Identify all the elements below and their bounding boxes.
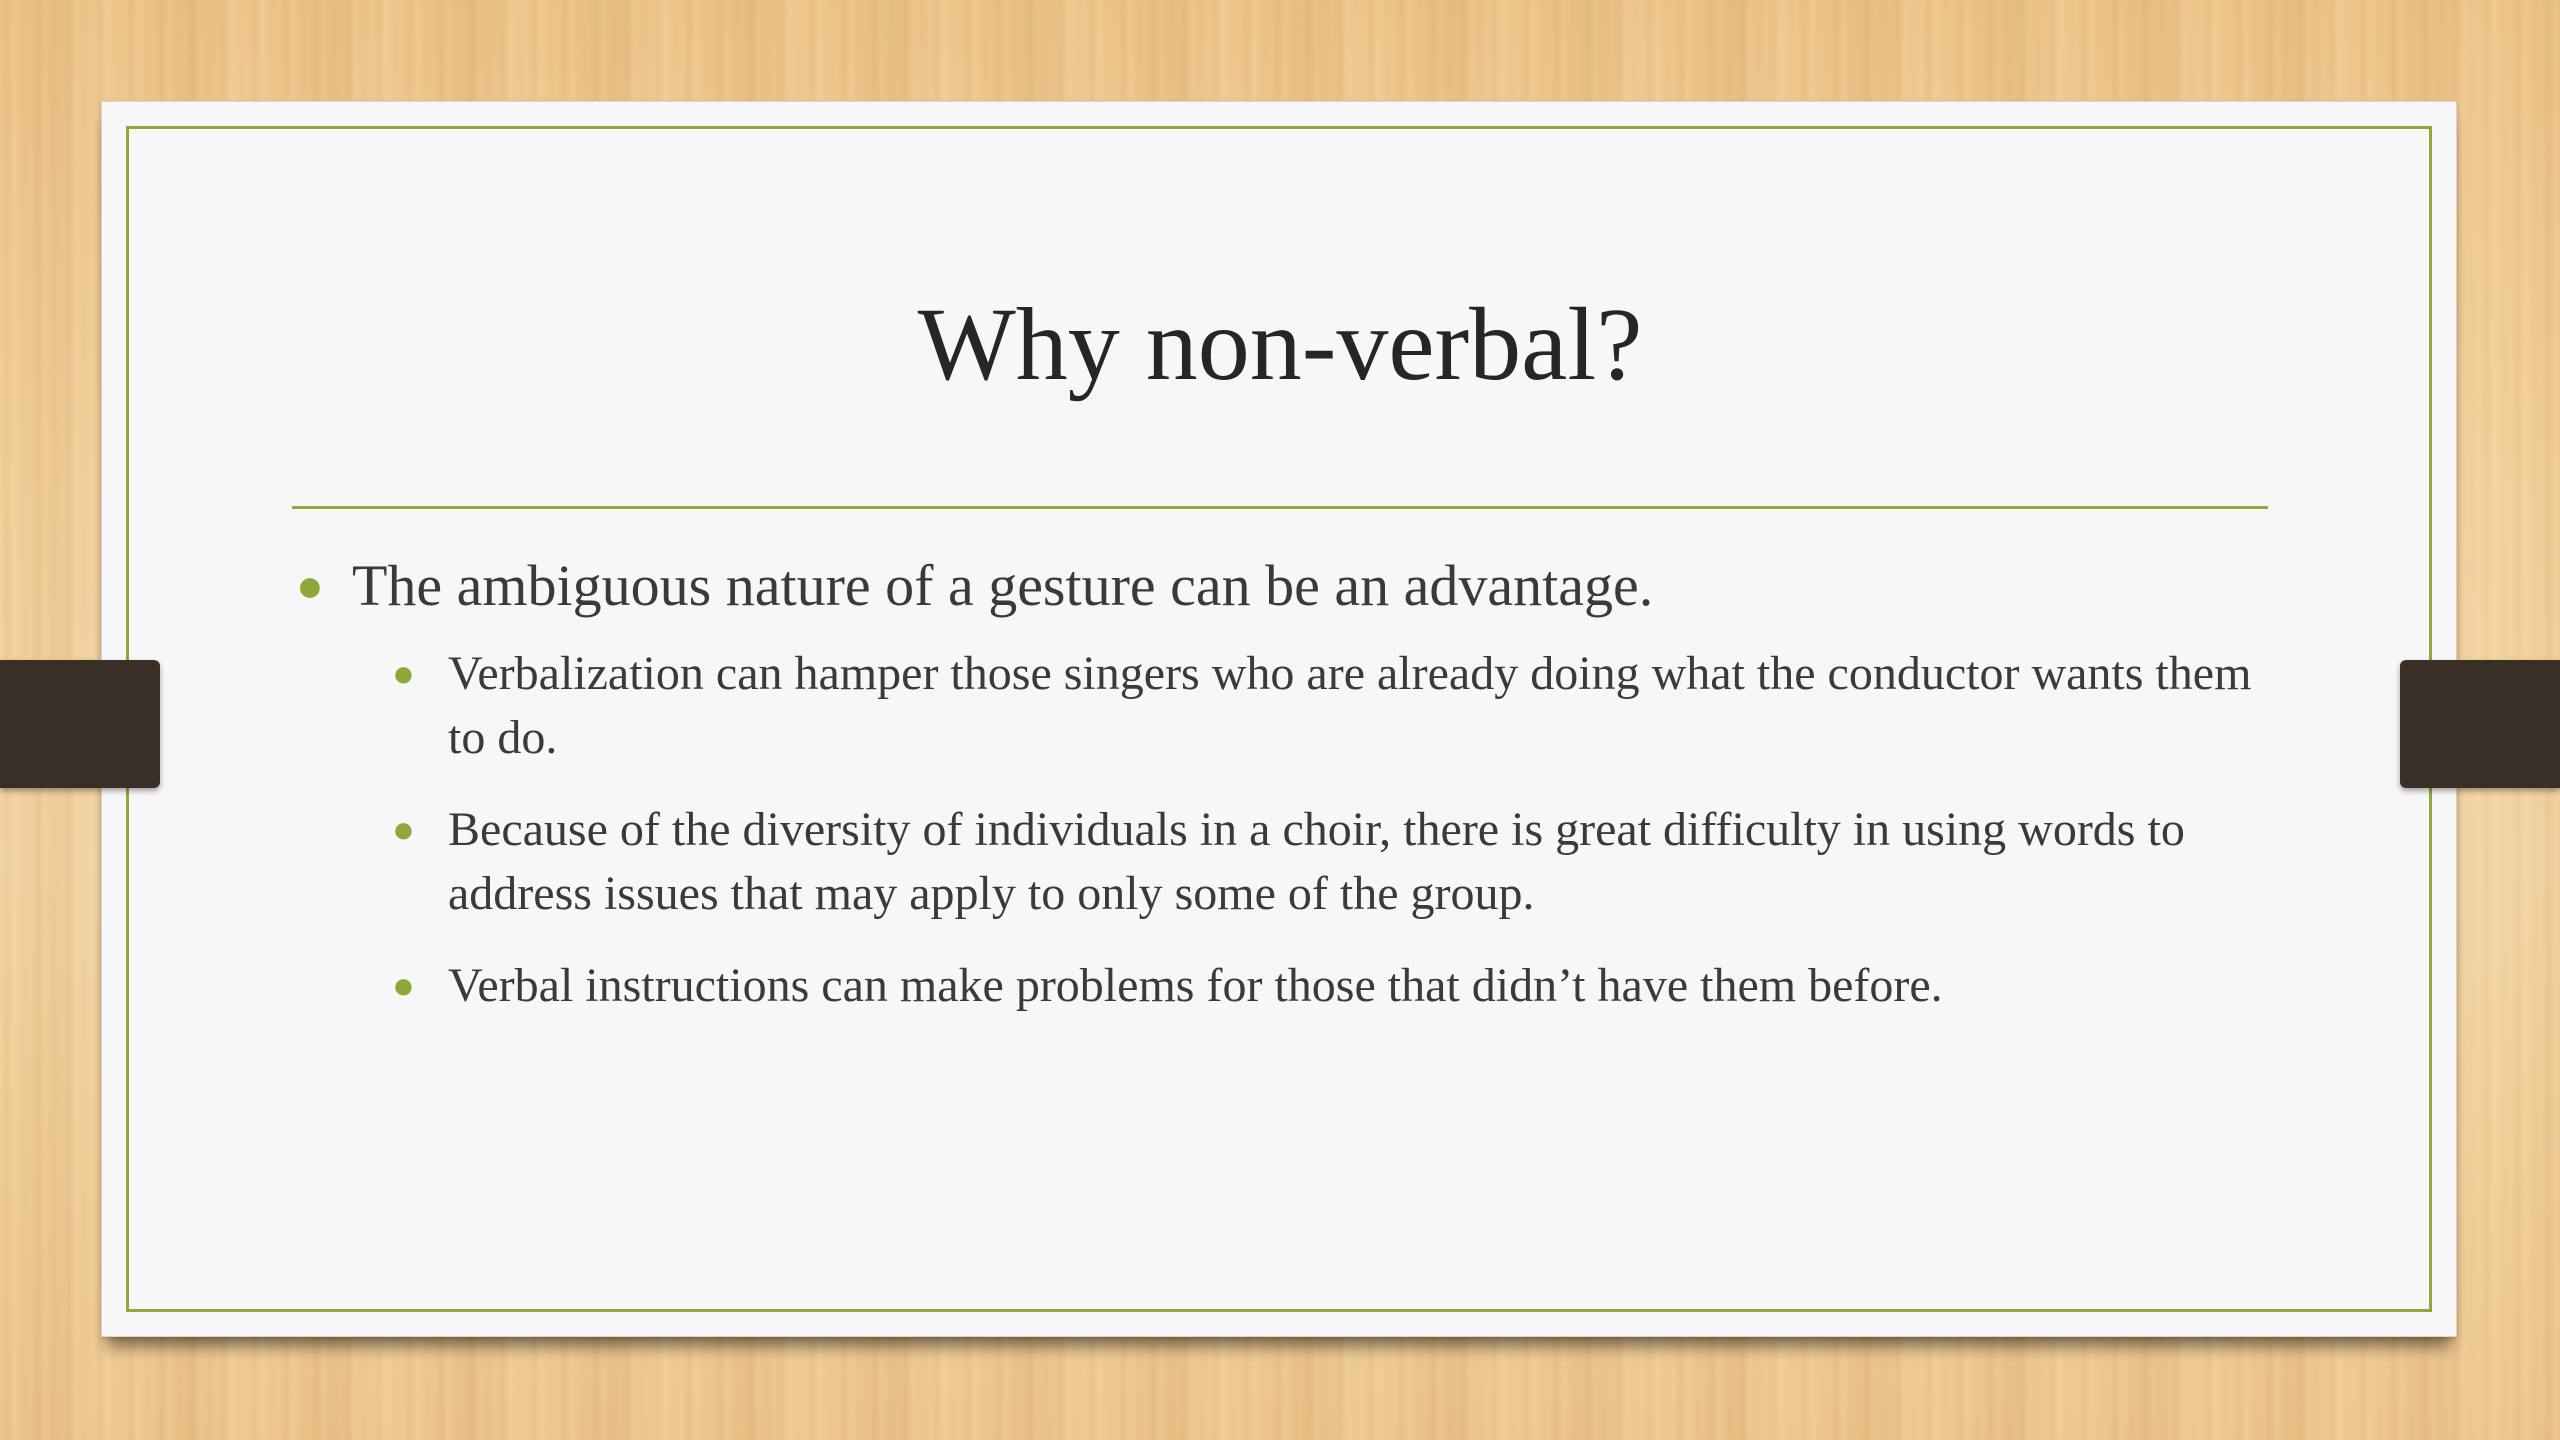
bullet-dot-icon: ●: [296, 560, 324, 611]
sub-bullet-item: [388, 954, 2282, 1018]
bullet-list: [292, 548, 2282, 1046]
title-divider: [292, 506, 2268, 509]
bullet-dot-icon: ●: [392, 965, 415, 1007]
right-tab: [2400, 660, 2560, 788]
sub-bullet-text: Because of the diversity of individuals in a choir, there is great difficulty in using words to address issues that may apply to only some of the group.: [448, 803, 2185, 920]
sub-bullet-text: Verbalization can hamper those singers who are already doing what the conductor wants them to do.: [448, 647, 2252, 764]
bullet-item: [292, 548, 2282, 624]
sub-bullet-item: [388, 642, 2282, 770]
left-tab: [0, 660, 160, 788]
slide-title: Why non-verbal?: [917, 287, 1643, 402]
sub-bullet-text: Verbal instructions can make problems for those that didn’t have them before.: [448, 959, 1943, 1012]
bullet-dot-icon: ●: [392, 809, 415, 851]
bullet-dot-icon: ●: [392, 653, 415, 695]
sub-bullet-item: [388, 798, 2282, 926]
bullet-text: The ambiguous nature of a gesture can be an advantage.: [352, 553, 1654, 618]
